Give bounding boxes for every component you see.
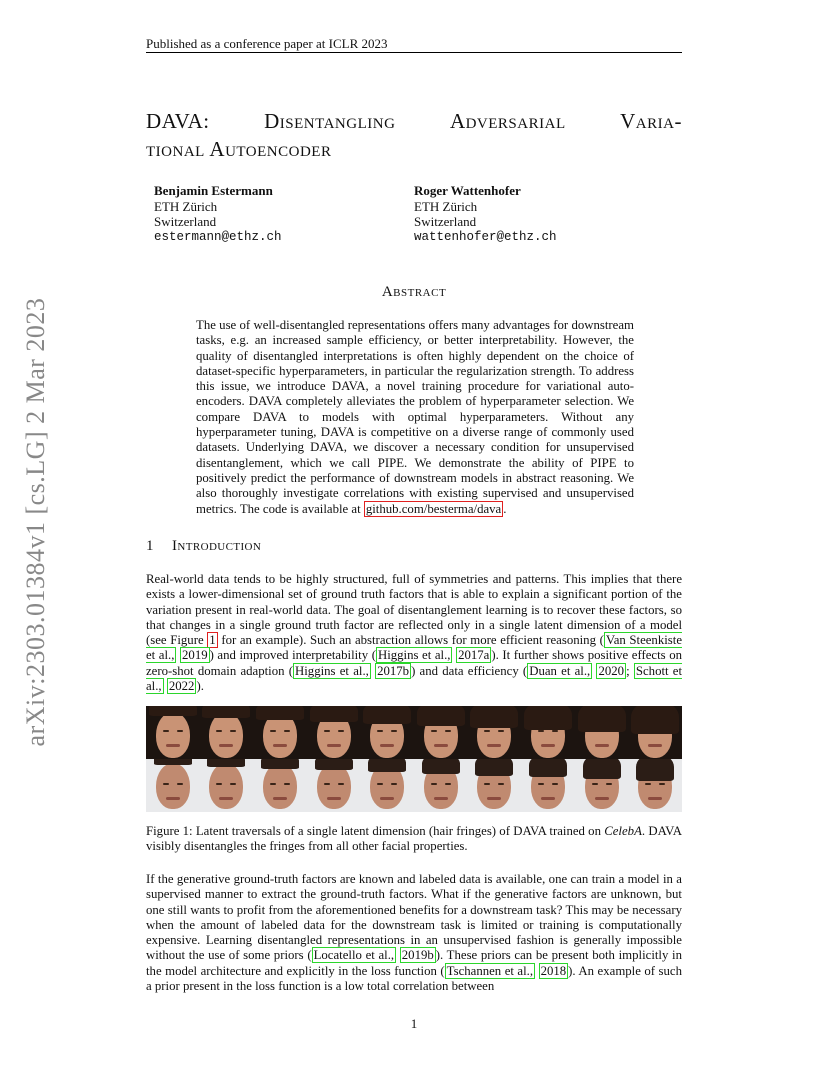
title-word: DAVA:	[146, 109, 210, 133]
title-word: Varia-	[620, 109, 682, 133]
mouth	[434, 744, 448, 747]
citation-year-link[interactable]: 2019	[182, 648, 208, 663]
eye	[177, 730, 183, 732]
title-line-2: tional Autoencoder	[146, 137, 332, 161]
section-title: Introduction	[172, 538, 262, 554]
text-run: ;	[626, 663, 630, 678]
author-name: Roger Wattenhofer	[414, 183, 521, 198]
eye	[377, 730, 383, 732]
eye	[338, 783, 344, 785]
hair-fringe	[631, 706, 679, 734]
eye	[163, 730, 169, 732]
eye	[498, 783, 504, 785]
face-skin	[156, 763, 190, 809]
author-block	[154, 183, 282, 245]
traversal-face-male	[200, 759, 254, 812]
eye	[216, 783, 222, 785]
mouth	[219, 797, 233, 800]
text-run: ) and improved interpretability (	[209, 648, 376, 663]
traversal-row-female	[146, 706, 682, 759]
eye	[216, 730, 222, 732]
hair-fringe	[368, 759, 406, 772]
mouth	[595, 797, 609, 800]
citation-link[interactable]: Schott et al.,	[146, 663, 683, 694]
traversal-face-female	[307, 706, 361, 759]
eye	[431, 783, 437, 785]
abstract-heading: Abstract	[381, 284, 447, 300]
hair-fringe	[149, 706, 197, 716]
eye	[659, 783, 665, 785]
eye	[324, 783, 330, 785]
traversal-face-female	[575, 706, 629, 759]
mouth	[487, 797, 501, 800]
text-run: ).	[196, 679, 204, 694]
mouth	[541, 744, 555, 747]
hair-fringe	[422, 759, 460, 774]
face-skin	[209, 763, 243, 809]
eye	[377, 783, 383, 785]
eye	[284, 730, 290, 732]
title-word: Disentangling	[264, 109, 396, 133]
hair-fringe	[154, 759, 192, 765]
mouth	[273, 797, 287, 800]
citation-link[interactable]: Tschannen et al.,	[446, 963, 534, 978]
traversal-face-female	[253, 706, 307, 759]
traversal-face-male	[414, 759, 468, 812]
hair-fringe	[470, 706, 518, 728]
eye	[538, 783, 544, 785]
eye	[338, 730, 344, 732]
text-run: for an example). Such an abstraction allows for more efficient reasoning (	[221, 633, 604, 648]
traversal-face-female	[414, 706, 468, 759]
author-affiliation: ETH Zürich	[414, 198, 478, 214]
eye	[606, 783, 612, 785]
face-skin	[263, 763, 297, 809]
eye	[645, 783, 651, 785]
citation-year-link[interactable]: 2018	[540, 963, 567, 978]
eye	[538, 730, 544, 732]
traversal-face-male	[307, 759, 361, 812]
citation-link[interactable]: Van Steenkiste et al.,	[146, 633, 683, 663]
traversal-face-female	[360, 706, 414, 759]
traversal-face-female	[521, 706, 575, 759]
citation-link[interactable]: Higgins et al.,	[377, 648, 451, 663]
mouth	[487, 744, 501, 747]
traversal-face-male	[468, 759, 522, 812]
citation-year-link[interactable]: 2020	[598, 663, 625, 678]
text-run: ) and data efficiency (	[411, 663, 528, 678]
eye	[552, 730, 558, 732]
hair-fringe	[363, 706, 411, 724]
hair-fringe	[315, 759, 353, 770]
text-run: If the generative ground-truth factors are known and labeled data is available, one can train a model in a supervised manner to extract the ground-truth factors. What if the generative factors are unknown, but one still wants to profit from the aforementioned benefits for a downstream task? This may be necessary when the amount of labeled data for the downstream task is limited or training is computationally expensive. Learning disentangled representations in an unsupervised fashion is generally impossible without the use of some priors (	[146, 872, 682, 963]
citation-year-link[interactable]: 2022	[168, 679, 195, 694]
hair-fringe	[529, 759, 567, 777]
hair-fringe	[207, 759, 245, 767]
mouth	[219, 744, 233, 747]
author-affiliation: ETH Zürich	[154, 198, 218, 214]
mouth	[541, 797, 555, 800]
eye	[230, 730, 236, 732]
traversal-row-male	[146, 759, 682, 812]
author-block	[414, 183, 557, 245]
author-country: Switzerland	[154, 214, 217, 229]
mouth	[166, 744, 180, 747]
eye	[498, 730, 504, 732]
section-number: 1	[146, 538, 154, 554]
mouth	[273, 744, 287, 747]
figure-1-traversal-image	[146, 706, 682, 812]
text-run: ). These priors can be present both implicitly in the model architecture and explicitly in the loss function (	[146, 948, 683, 978]
eye	[270, 730, 276, 732]
hair-fringe	[261, 759, 299, 769]
mouth	[380, 797, 394, 800]
hair-fringe	[583, 759, 621, 779]
traversal-face-male	[146, 759, 200, 812]
citation-link[interactable]: Higgins et al.,	[295, 663, 369, 678]
citation-year-link[interactable]: 2017a	[458, 648, 490, 663]
caption-dataset: CelebA	[604, 824, 642, 838]
author-email[interactable]: wattenhofer@ethz.ch	[414, 229, 557, 244]
hair-fringe	[475, 759, 513, 776]
traversal-face-female	[468, 706, 522, 759]
abstract-text	[196, 318, 634, 517]
eye	[484, 783, 490, 785]
intro-paragraph-2	[146, 872, 682, 994]
traversal-face-male	[253, 759, 307, 812]
citation-year-link[interactable]: 2019b	[401, 948, 434, 963]
text-run: ). It further shows positive effects on zero-shot domain adaption (	[146, 648, 683, 678]
author-name: Benjamin Estermann	[154, 183, 273, 198]
mouth	[434, 797, 448, 800]
traversal-face-male	[628, 759, 682, 812]
caption-rest: . DAVA visibly disentangles the fringes from all other facial properties.	[146, 824, 682, 854]
eye	[270, 783, 276, 785]
mouth	[595, 744, 609, 747]
hair-fringe	[202, 706, 250, 718]
code-link[interactable]: github.com/besterma/dava	[365, 501, 502, 516]
abstract-body: The use of well-disentangled representations offers many advantages for downstream tasks, e.g. an increased sample efficiency, or better interpretability. However, the quality of disentangled interpretations is often highly dependent on the choice of dataset-specific hyperparameters, in particular the regularization strength. To address this issue, we introduce DAVA, a novel training procedure for variational auto-encoders. DAVA completely alleviates the problem of hyperparameter selection. We compare DAVA to models with optimal hyperparameters. Without any hyperparameter tuning, DAVA is competitive on a diverse range of commonly used datasets. Underlying DAVA, we discover a necessary condition for unsupervised disentanglement, which we call PIPE. We demonstrate the ability of PIPE to positively predict the performance of downstream models in abstract reasoning. We also thoroughly investigate correlations with existing supervised and unsupervised metrics. The code is available at	[196, 318, 634, 516]
header-rule	[146, 52, 682, 53]
traversal-face-male	[521, 759, 575, 812]
text-run: ). An example of such a prior present in the loss function is a low total correlation between	[146, 963, 683, 994]
section-heading	[146, 538, 261, 555]
arxiv-stamp	[14, 290, 58, 754]
eye	[445, 783, 451, 785]
intro-paragraph-1	[146, 572, 682, 694]
mouth	[380, 744, 394, 747]
hair-fringe	[310, 706, 358, 722]
eye	[177, 783, 183, 785]
title-word: Adversarial	[449, 109, 566, 133]
citation-link[interactable]: Duan et al.,	[529, 663, 591, 678]
eye	[284, 783, 290, 785]
figure-ref-link[interactable]: 1	[209, 633, 216, 648]
mouth	[327, 797, 341, 800]
traversal-face-male	[360, 759, 414, 812]
hair-fringe	[578, 706, 626, 732]
traversal-face-female	[628, 706, 682, 759]
caption-label: Figure 1: Latent traversals of a single latent dimension (hair fringes) of DAVA trained on	[146, 824, 601, 838]
author-email[interactable]: estermann@ethz.ch	[154, 229, 282, 244]
citation-link[interactable]: Locatello et al.,	[313, 948, 395, 963]
page-number: 1	[410, 1016, 418, 1031]
eye	[552, 783, 558, 785]
traversal-face-male	[575, 759, 629, 812]
author-country: Switzerland	[414, 214, 477, 229]
face-skin	[156, 712, 190, 758]
mouth	[327, 744, 341, 747]
hair-fringe	[417, 706, 465, 726]
venue-header: Published as a conference paper at ICLR 2023	[146, 36, 388, 51]
abstract-end: .	[503, 501, 507, 516]
paper-title	[146, 107, 682, 163]
arxiv-stamp-text: arXiv:2303.01384v1 [cs.LG] 2 Mar 2023	[21, 297, 50, 747]
eye	[431, 730, 437, 732]
eye	[592, 783, 598, 785]
hair-fringe	[636, 759, 674, 781]
eye	[445, 730, 451, 732]
eye	[391, 783, 397, 785]
mouth	[166, 797, 180, 800]
mouth	[648, 797, 662, 800]
eye	[391, 730, 397, 732]
mouth	[648, 744, 662, 747]
eye	[163, 783, 169, 785]
hair-fringe	[524, 706, 572, 730]
text-run: Real-world data tends to be highly structured, full of symmetries and patterns. This implies that there exists a lower-dimensional set of ground truth factors that is able to explain a significant portion of the variation present in real-world data. The goal of disentanglement learning is to recover these factors, so that changes in a single ground truth factor are reflected only in a single latent dimension of a model (see Figure	[146, 572, 682, 648]
face-skin	[209, 712, 243, 758]
citation-year-link[interactable]: 2017b	[377, 663, 410, 678]
figure-caption	[146, 824, 682, 855]
traversal-face-female	[146, 706, 200, 759]
traversal-face-female	[200, 706, 254, 759]
hair-fringe	[256, 706, 304, 720]
eye	[230, 783, 236, 785]
eye	[324, 730, 330, 732]
eye	[484, 730, 490, 732]
